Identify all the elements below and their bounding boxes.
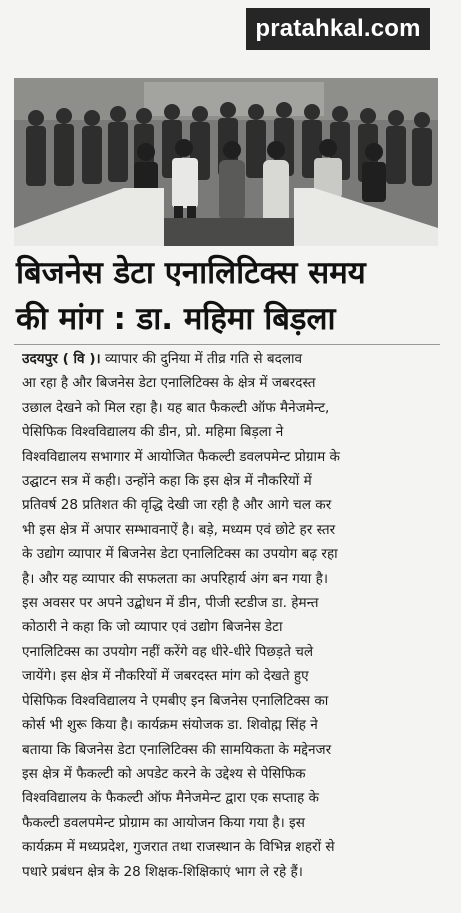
article-body	[22, 347, 438, 884]
article-line: कोठारी ने कहा कि जो व्यापार एवं उद्योग बिजनेस डेटा	[22, 619, 283, 636]
article-line: भी इस क्षेत्र में अपार सम्भावनाऐं है। बड़े, मध्यम एवं छोटे हर स्तर	[22, 521, 336, 538]
article-line: विश्वविद्यालय सभागार में आयोजित फैकल्टी डवलपमेन्ट प्रोग्राम के	[22, 448, 340, 465]
headline-line: की मांग : डा. महिमा बिड़ला	[16, 301, 336, 337]
article-line: कार्यक्रम में मध्यप्रदेश, गुजरात तथा राजस्थान के विभिन्न शहरों से	[22, 839, 335, 856]
article-line: पेसिफिक विश्वविद्यालय ने एमबीए इन बिजनेस एनालिटिक्स का	[22, 692, 329, 709]
article-line: के उद्योग व्यापार में बिजनेस डेटा एनालिटिक्स का उपयोग बढ़ रहा	[22, 546, 338, 563]
dateline: उदयपुर ( वि )।	[22, 351, 101, 367]
article-line: पेसिफिक विश्वविद्यालय की डीन, प्रो. महिमा बिड़ला ने	[22, 424, 284, 441]
article-line: फैकल्टी डवलपमेन्ट प्रोग्राम का आयोजन किया गया है। इस	[22, 814, 305, 831]
article-line: कोर्स भी शुरू किया है। कार्यक्रम संयोजक डा. शिवोह्म सिंह ने	[22, 717, 318, 734]
article-line: पधारे प्रबंधन क्षेत्र के 28 शिक्षक-शिक्षिकाएं भाग ले रहे हैं।	[22, 863, 303, 880]
article-line: उछाल देखने को मिल रहा है। यह बात फैकल्टी ऑफ मैनेजमेन्ट,	[22, 399, 330, 416]
headline	[16, 250, 436, 342]
article-line-text: व्यापार की दुनिया में तीव्र गति से बदलाव	[105, 351, 303, 367]
headline-line: बिजनेस डेटा एनालिटिक्स समय	[16, 255, 366, 291]
article-line: इस क्षेत्र में फैकल्टी को अपडेट करने के उद्देश्य से पेसिफिक	[22, 765, 306, 782]
masthead-site-name: pratahkal.com	[246, 8, 430, 50]
article-line: बताया कि बिजनेस डेटा एनालिटिक्स की सामयिकता के मद्देनजर	[22, 741, 332, 758]
divider	[14, 344, 440, 345]
article-line: उद्घाटन सत्र में कही। उन्होंने कहा कि इस क्षेत्र में नौकरियों में	[22, 473, 312, 490]
article-line: विश्वविद्यालय के फैकल्टी ऑफ मैनेजमेन्ट द्वारा एक सप्ताह के	[22, 790, 319, 807]
article-line: आ रहा है और बिजनेस डेटा एनालिटिक्स के क्षेत्र में जबरदस्त	[22, 375, 316, 392]
article-line: इस अवसर पर अपने उद्बोधन में डीन, पीजी स्टडीज डा. हेमन्त	[22, 595, 319, 612]
article-line: जायेंगे। इस क्षेत्र में नौकरियों में जबरदस्त मांग को देखते हुए	[22, 668, 309, 685]
article-line: है। और यह व्यापार की सफलता का अपरिहार्य अंग बन गया है।	[22, 570, 328, 587]
group-photo-image	[14, 78, 438, 246]
article-line: प्रतिवर्ष 28 प्रतिशत की वृद्धि देखी जा रही है और आगे चल कर	[22, 497, 332, 514]
article-line: एनालिटिक्स का उपयोग नहीं करेंगे वह धीरे-धीरे पिछड़ते चले	[22, 643, 314, 660]
article-line	[22, 347, 438, 371]
